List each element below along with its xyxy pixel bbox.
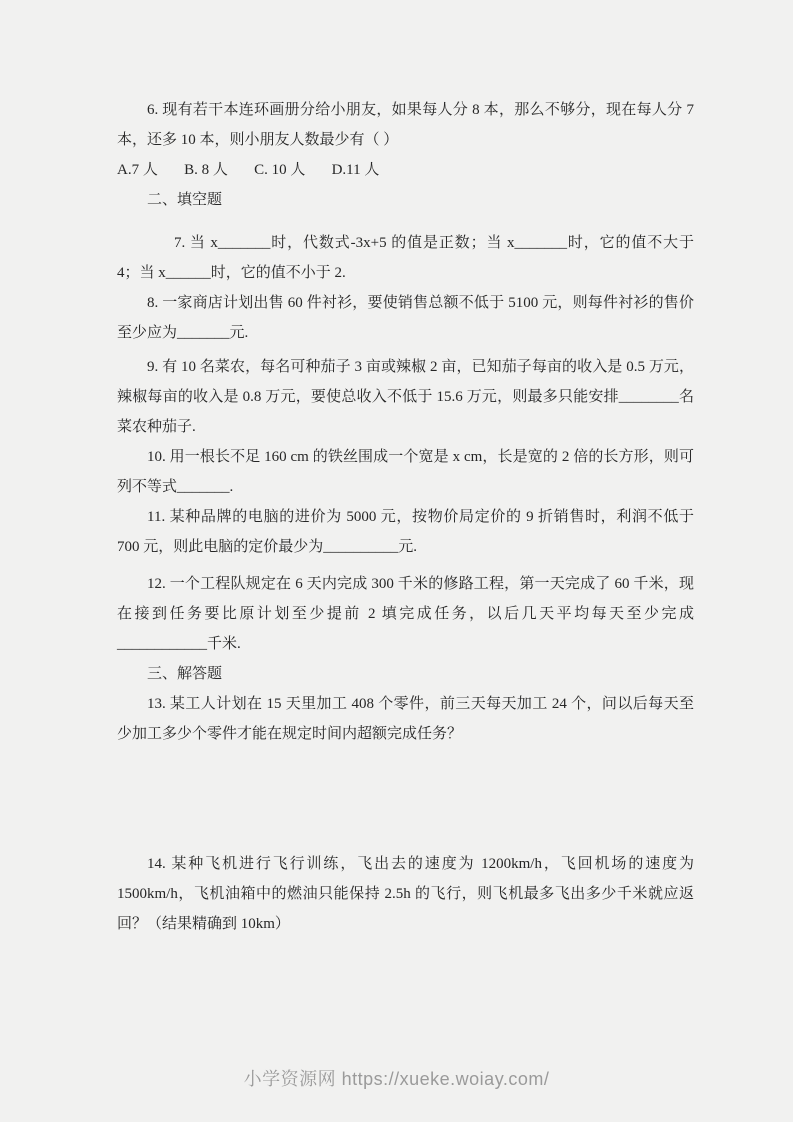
question-9: 9. 有 10 名菜农，每名可种茄子 3 亩或辣椒 2 亩，已知茄子每亩的收入是 0.5 万元，辣椒每亩的收入是 0.8 万元，要使总收入不低于 15.6 万元，则最多只能安排________名菜农种茄子. bbox=[117, 359, 694, 435]
section-heading-fill-in: 二、填空题 bbox=[147, 192, 223, 208]
footer-watermark-text: 小学资源网 https://xueke.woiay.com/ bbox=[243, 1069, 550, 1089]
question-12: 12. 一个工程队规定在 6 天内完成 300 千米的修路工程，第一天完成了 60 千米，现在接到任务要比原计划至少提前 2 填完成任务，以后几天平均每天至少完成____________千米. bbox=[117, 576, 694, 652]
question-13: 13. 某工人计划在 15 天里加工 408 个零件，前三天每天加工 24 个，问以后每天至少加工多少个零件才能在规定时间内超额完成任务？ bbox=[117, 696, 694, 742]
section-heading-answer: 三、解答题 bbox=[147, 666, 223, 682]
footer bbox=[0, 1065, 793, 1091]
question-14: 14. 某种飞机进行飞行训练，飞出去的速度为 1200km/h，飞回机场的速度为 1500km/h，飞机油箱中的燃油只能保持 2.5h 的飞行，则飞机最多飞出多少千米就应返回？（结果精确到 10km） bbox=[117, 856, 694, 932]
question-7: 7. 当 x_______时，代数式-3x+5 的值是正数；当 x_______时，它的值不大于 4；当 x______时，它的值不小于 2. bbox=[117, 235, 694, 281]
question-6-options: A.7 人 B. 8 人 C. 10 人 D.11 人 bbox=[117, 162, 380, 178]
question-10: 10. 用一根长不足 160 cm 的铁丝围成一个宽是 x cm，长是宽的 2 倍的长方形，则可列不等式_______. bbox=[117, 449, 694, 495]
question-11: 11. 某种品牌的电脑的进价为 5000 元，按物价局定价的 9 折销售时，利润不低于 700 元，则此电脑的定价最少为__________元. bbox=[117, 509, 694, 555]
answer-space bbox=[117, 749, 694, 849]
worksheet-body bbox=[117, 95, 694, 939]
question-6: 6. 现有若干本连环画册分给小朋友，如果每人分 8 本，那么不够分，现在每人分 7 本，还多 10 本，则小朋友人数最少有（ ） bbox=[117, 102, 694, 148]
question-8: 8. 一家商店计划出售 60 件衬衫，要使销售总额不低于 5100 元，则每件衬衫的售价至少应为_______元. bbox=[117, 295, 694, 341]
